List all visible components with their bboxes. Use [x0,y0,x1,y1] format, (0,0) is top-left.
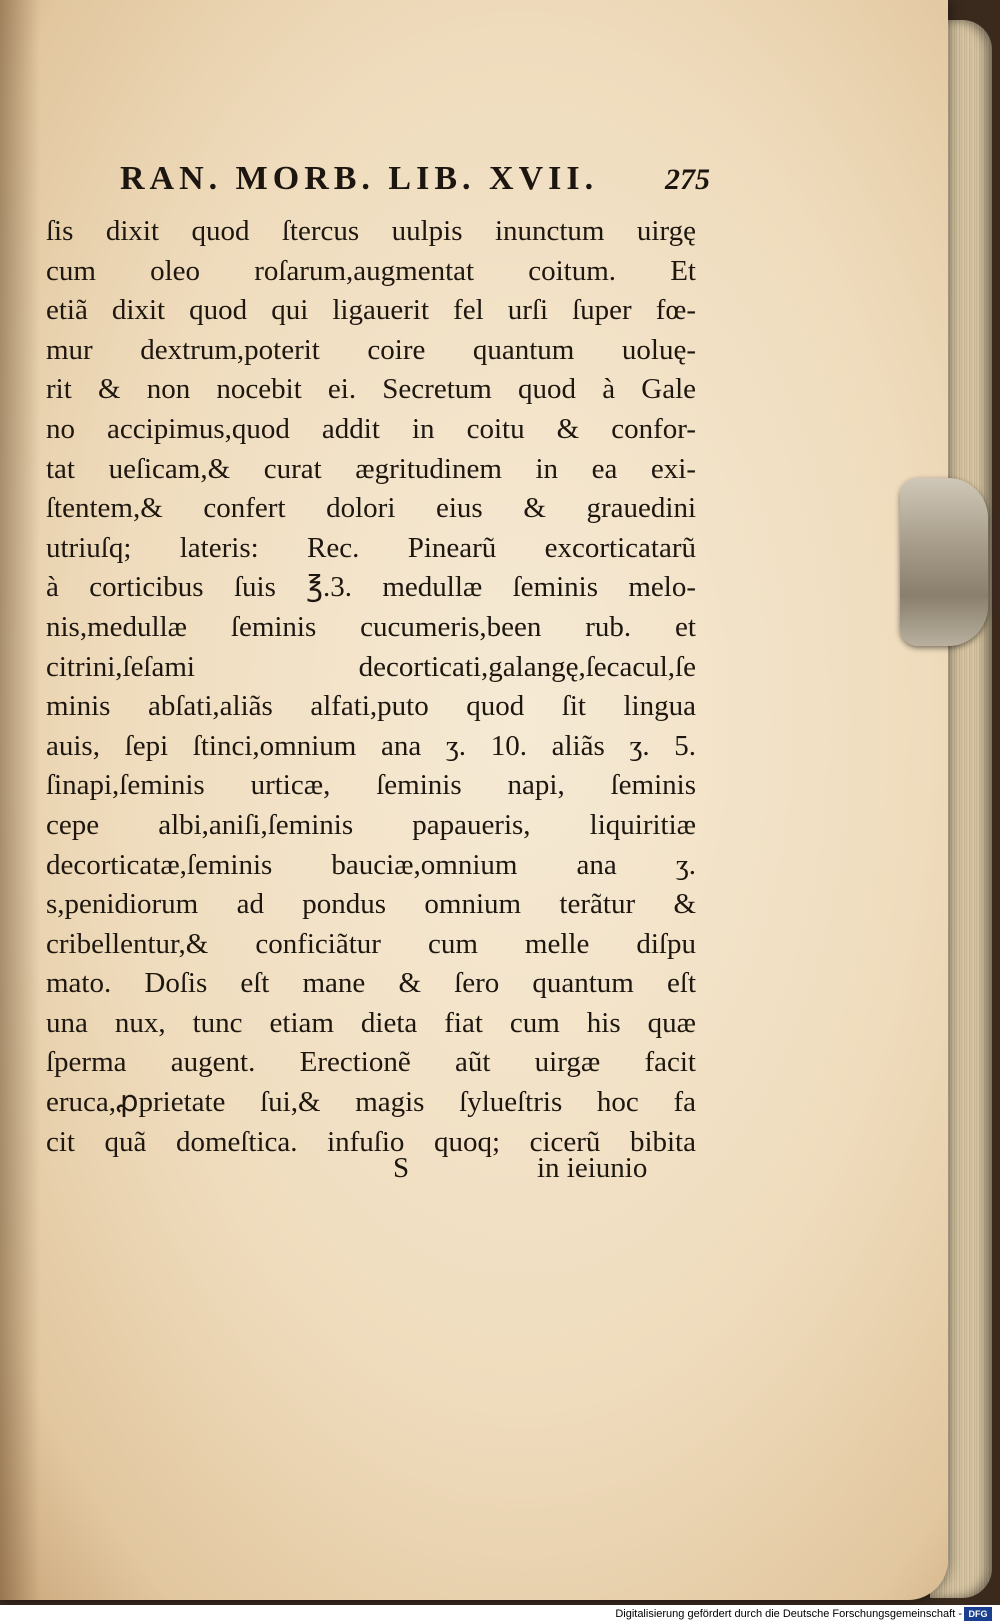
folio-number: 275 [665,163,710,196]
text-line: utriuſq; lateris: Rec. Pinearũ excorticatarũ [46,531,696,564]
text-line: no accipimus,quod addit in coitu & confor- [46,412,696,445]
catch-line [60,1152,700,1198]
text-line: decorticatæ,ſeminis bauciæ,omnium ana ʒ. [46,848,696,881]
running-head-title: RAN. MORB. LIB. XVII. [120,160,599,197]
text-block [46,212,696,1162]
text-line: à corticibus ſuis ℥.3. medullæ ſeminis melo- [46,571,696,604]
text-line: una nux, tunc etiam dieta fiat cum his quæ [46,1006,696,1039]
text-line: cum oleo roſarum,augmentat coitum. Et [46,254,696,287]
text-line: auis, ſepi ſtinci,omnium ana ʒ. 10. aliãs ʒ. 5. [46,729,696,762]
text-line: rit & non nocebit ei. Secretum quod à Gale [46,373,696,406]
book-clasp [900,478,988,646]
text-line: s,penidiorum ad pondus omnium terãtur & [46,888,696,921]
running-head [120,160,710,204]
catchword: in ieiunio [537,1152,648,1184]
gutter-shadow [0,0,40,1600]
text-line: mur dextrum,poterit coire quantum uoluę- [46,333,696,366]
text-line: ſtentem,& confert dolori eius & grauedini [46,492,696,525]
text-line: cribellentur,& conficiãtur cum melle diſpu [46,927,696,960]
text-line: ſis dixit quod ſtercus uulpis inunctum uirgę [46,215,696,247]
text-line: nis,medullæ ſeminis cucumeris,been rub. et [46,610,696,643]
text-line: ſperma augent. Erectionẽ aũt uirgæ facit [46,1046,696,1079]
text-line: mato. Doſis eſt mane & ſero quantum eſt [46,967,696,1000]
text-line: etiã dixit quod qui ligauerit fel urſi ſuper fœ- [46,294,696,327]
text-line: cepe albi,aniſi,ſeminis papaueris, liquiritiæ [46,808,696,841]
text-line: cit quã domeſtica. infuſio quoq; cicerũ bibita [46,1125,696,1158]
text-line: minis abſati,aliãs alfati,puto quod ſit lingua [46,690,696,723]
signature-mark: S [393,1152,410,1184]
footer-credit: Digitalisierung gefördert durch die Deutsche Forschungsgemeinschaft - [615,1608,962,1620]
text-line: eruca,ꝓprietate ſui,& magis ſylueſtris hoc fa [46,1086,696,1119]
text-line: ſinapi,ſeminis urticæ, ſeminis napi, ſeminis [46,769,696,802]
text-line: citrini,ſeſami decorticati,galangę,ſecacul,ſe [46,650,696,683]
text-line: tat ueſicam,& curat ægritudinem in ea exi- [46,452,696,485]
dfg-logo-icon: DFG [964,1607,992,1621]
